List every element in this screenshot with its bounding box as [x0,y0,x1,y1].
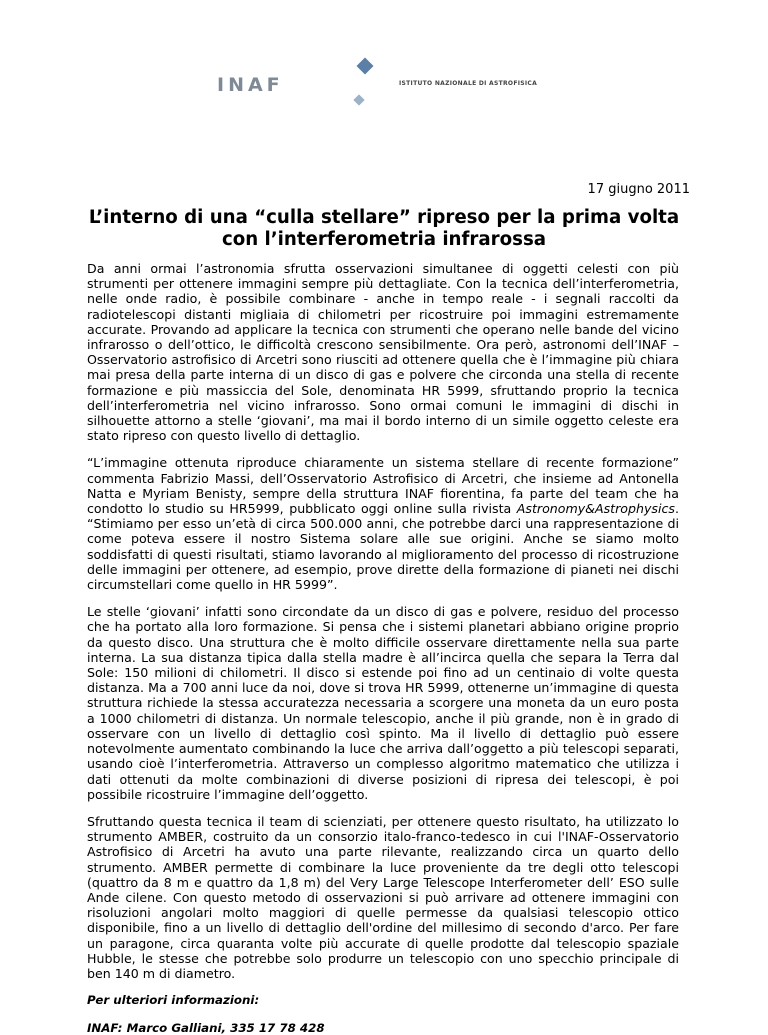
contact-line: INAF: Marco Galliani, 335 17 78 428 [87,1021,325,1035]
logo-subtitle: ISTITUTO NAZIONALE DI ASTROFISICA [399,80,538,87]
journal-name: Astronomy&Astrophysics [516,501,675,517]
paragraph-1: Da anni ormai l’astronomia sfrutta osservazioni simultanee di oggetti celesti con più strumenti per ottenere immagini sempre più dettagliate. Con la tecnica dell’interferometria, nelle onde radio, è possibile combinare - anche in tempo reale - i segnali raccolti da radiotelescopi distanti migliaia di chilometri per ricostruire poi immagini estremamente accurate. Provando ad applicare la tecnica con strumenti che operano nelle bande del vicino infrarosso o dell’ottico, le difficoltà crescono sensibilmente. Ora però, astronomi dell’INAF – Osservatorio astrofisico di Arcetri sono riusciti ad ottenere quella che è l’immagine più chiara mai presa della parte interna di un disco di gas e polvere che circonda una stella di recente formazione e più massiccia del Sole, denominata HR 5999, sfruttando proprio la tecnica dell’interferometria nel vicino infrarosso. Sono ormai comuni le immagini di dischi in silhouette attorno a stelle ‘giovani’, ma mai il bordo interno di un simile oggetto celeste era stato ripreso con questo livello di dettaglio. [87,261,679,444]
contact-heading: Per ulteriori informazioni: [87,993,260,1008]
paragraph-3: Le stelle ‘giovani’ infatti sono circondate da un disco di gas e polvere, residuo del processo che ha portato alla loro formazione. Si pensa che i sistemi planetari abbiano origine proprio da questo disco. Una struttura che è molto difficile osservare direttamente nella sua parte interna. La sua distanza tipica dalla stella madre è all’incirca quella che separa la Terra dal Sole: 150 milioni di chilometri. Il disco si estende poi fino ad un centinaio di volte questa distanza. Ma a 700 anni luce da noi, dove si trova HR 5999, ottenerne un’immagine di questa struttura richiede la stessa accuratezza necessaria a scorgere una moneta da un euro posta a 1000 chilometri di distanza. Un normale telescopio, anche il più grande, non è in grado di osservare con un livello di dettaglio così spinto. Ma il livello di dettaglio può essere notevolmente aumentato combinando la luce che arriva dall’oggetto a più telescopi separati, usando cioè l’interferometria. Attraverso un complesso algoritmo matematico che utilizza i dati ottenuti da molte combinazioni di diverse posizioni di ripresa dei telescopi, è poi possibile ricostruire l’immagine dell’oggetto. [87,604,679,802]
paragraph-2-text-a: “L’immagine ottenuta riproduce chiaramente un sistema stellare di recente formazione” commenta Fabrizio Massi, dell’Osservatorio Astrofisico di Arcetri, che insieme ad Antonella Natta e Myriam Benisty, sempre della struttura INAF fiorentina, fa parte del team che ha condotto lo studio su HR5999, pubblicato oggi online sulla rivista [87,455,679,517]
article-body [87,261,679,1035]
paragraph-4: Sfruttando questa tecnica il team di scienziati, per ottenere questo risultato, ha utilizzato lo strumento AMBER, costruito da un consorzio italo-franco-tedesco in cui l'INAF-Osservatorio Astrofisico di Arcetri ha avuto una parte rilevante, realizzando circa un quarto dello strumento. AMBER permette di combinare la luce proveniente da tre degli otto telescopi (quattro da 8 m e quattro da 1,8 m) del Very Large Telescope Interferometer dell’ ESO sulle Ande cilene. Con questo metodo di osservazioni si può arrivare ad ottenere immagini con risoluzioni angolari molto maggiori di quelle permesse da qualsiasi telescopio ottico disponibile, fino a un livello di dettaglio dell'ordine del millesimo di secondo d'arco. Per fare un paragone, circa quaranta volte più accurate di quelle prodotte dal telescopio spaziale Hubble, le stesse che potrebbe solo produrre un telescopio con uno specchio principale di ben 140 m di diametro. [87,813,679,981]
inaf-logo [215,56,555,126]
title-line-1: L’interno di una “culla stellare” ripreso per la prima volta [88,207,680,228]
logo-wordmark: INAF [217,74,284,96]
paragraph-2 [87,455,679,592]
paragraph-2-text-b: . “Stimiamo per esso un’età di circa 500.000 anni, che potrebbe darci una rappresentazione di come poteva essere il nostro Sistema solare alle sue origini. Anche se siamo molto soddisfatti di questi risultati, stiamo lavorando al miglioramento del processo di ricostruzione delle immagini per ottenere, ad esempio, prove dirette della formazione di pianeti nei dischi circumstellari come quello in HR 5999”. [87,501,679,593]
title-line-2: con l’interferometria infrarossa [221,229,547,250]
press-release-date: 17 giugno 2011 [587,182,690,197]
page-title [60,207,708,251]
